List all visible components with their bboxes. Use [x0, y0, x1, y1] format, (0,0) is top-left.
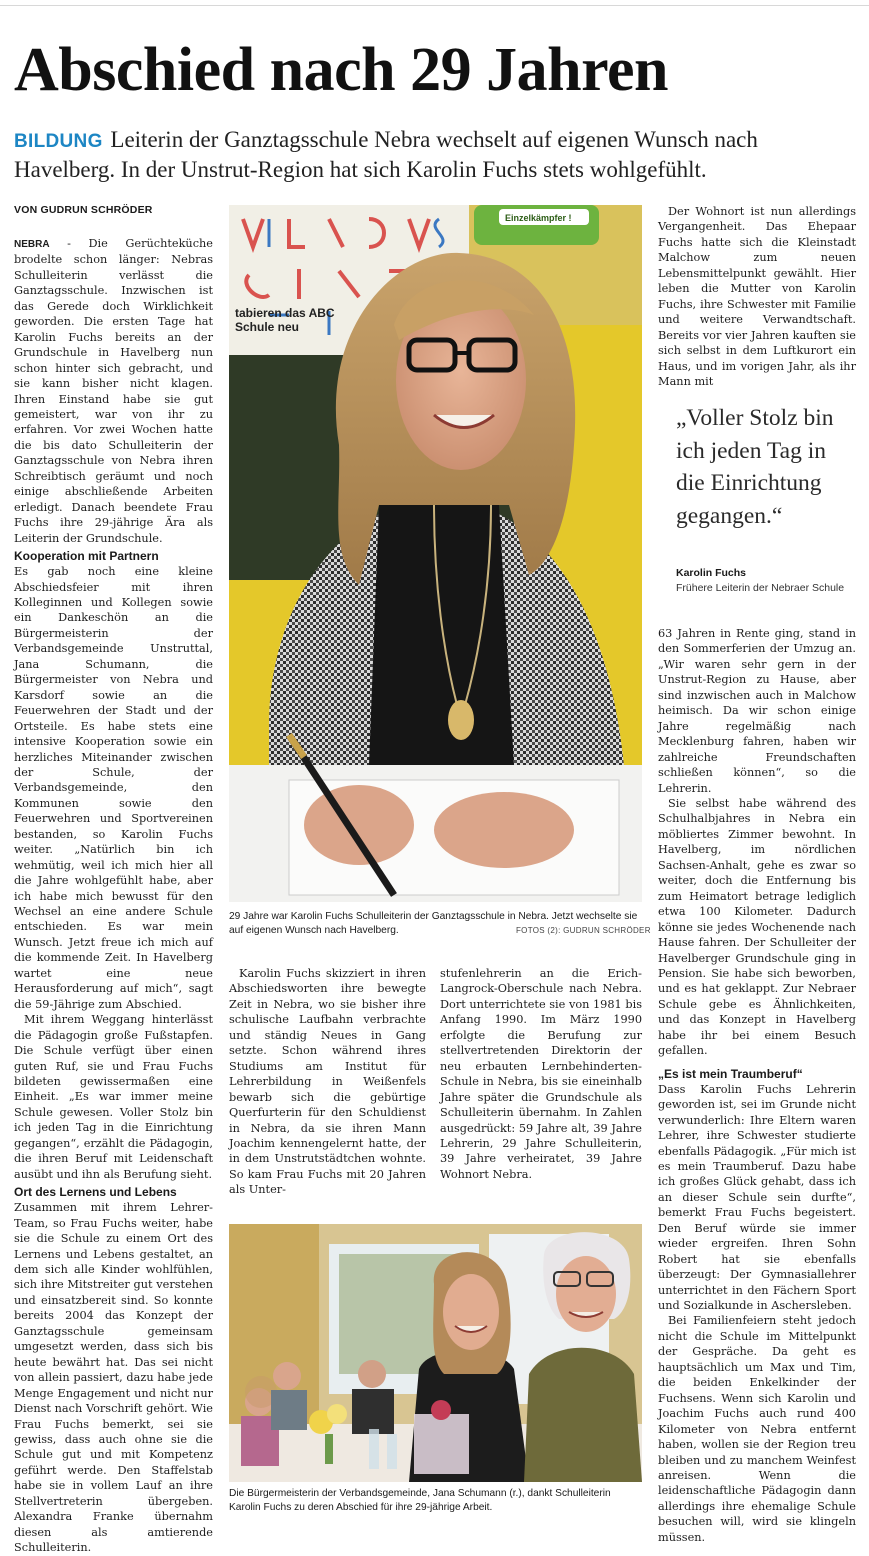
board-text-1: tabieren das ABC — [235, 306, 335, 320]
subheading-ort: Ort des Lernens und Lebens — [14, 1185, 177, 1200]
paragraph: Zusammen mit ihrem Lehrer-Team, so Frau Fuchs weiter, habe sie die Schule zu einem Ort des Lernens und Lebens gestaltet, an dem sich alle Kinder wohlfühlen, sich ihre Mitstreiter gut verstehen und einsatzbereit sind. So konnte bereits 2004 das Konzept der Ganztagsschule gemeinsam umgesetzt werden, dass sich bis heute bewährt hat. Das sei nicht von allein passiert, dazu habe jede Menge Engagement und nicht nur Dienst nach Vorschrift gehört. Wie Frau Fuchs bemerkt, sei sie gewiss, dass auch ohne sie die Schule gut und mit Kompetenz geführt werde. Den Staffelstab habe sie in vollem Lauf an ihre Stellvertreterin übergeben. Alexandra Franke übernahm diesen als amtierende Schulleiterin. — [14, 1201, 213, 1555]
column-3 — [440, 966, 642, 1182]
second-photo-caption: Die Bürgermeisterin der Verbandsgemeinde, Jana Schumann (r.), dankt Schulleiterin Karolin Fuchs zu deren Abschied für ihre 29-jährige Arbeit. — [229, 1488, 611, 1513]
dateline: NEBRA — [14, 239, 50, 250]
farewell-image — [229, 1224, 642, 1482]
pull-quote: „Voller Stolz bin ich jeden Tag in die Einrichtung gegangen.“ — [676, 405, 834, 529]
paragraph: NEBRA - Die Gerüchteküche brodelte schon länger: Nebras Schulleiterin verlässt die Ganztagsschule. Inzwischen ist das Gerede doch Wirklichkeit geworden. Die ersten Tage hat Karolin Fuchs bereits an der Grundschule in Havelberg nun schon hinter sich gebracht, und sie kann bisher nicht klagen. Ihren Einstand habe sie gut gemeistert, war von ihr zu erfahren. Vor zwei Wochen hatte die bis dato Schulleiterin der Ganztagsschule von Nebra ihren Schreibtisch geräumt und noch einige abschließende Arbeiten erledigt. Danach beendete Frau Fuchs ihre 29-jährige Ära als Leiterin der Grundschule. — [14, 237, 213, 545]
paragraph: Mit ihrem Weggang hinterlässt die Pädagogin große Fußstapfen. Die Schule verfügt über einen guten Ruf, sie und Frau Fuchs bildeten gewissermaßen eine Einheit. „Es war immer meine Schule gewesen. Voller Stolz bin ich jeden Tag in die Einrichtung gegangen“, erzählt die Pädagogin, die ihren Beruf mit Leidenschaft ausübt und ihn als Berufung sieht. — [14, 1013, 213, 1181]
paragraph: Es gab noch eine kleine Abschiedsfeier mit ihren Kolleginnen und Kollegen sowie ein Dankeschön an die Bürgermeisterin der Verbandsgemeinde Unstruttal, Jana Schumann, die Bürgermeister von Nebra und Karsdorf sowie an die Feuerwehren der Stadt und der Ortsteile. Es habe stets eine intensive Kooperation sowie ein herzliches Miteinander zwischen der Schule, der Verbandsgemeinde, den Kommunen sowie den Feuerwehren und Sportvereinen bestanden, so Karolin Fuchs weiter. „Natürlich bin ich wehmütig, weil ich mich hier all die Jahre wohlgefühlt habe, aber ich habe mich bewusst für den Wechsel an eine andere Schule entschieden. Es war mein Wunsch. Jetzt freue ich mich auf die kommende Zeit. In Havelberg wartet eine neue Herausforderung auf mich“, sagt die 59-Jährige zum Abschied. — [14, 565, 213, 1011]
paragraph: Sie selbst habe während des Schulhalbjahres in Nebra ein möbliertes Zimmer bewohnt. In Havelberg, im nördlichen Sachsen-Anhalt, gehe es zwar so weiter, doch die Entfernung bis zum Heimatort betrage lediglich etwa 100 Kilometer. Dadurch könne sie jedes Wochenende nach Hause fahren. Der Schulleiter der Havelberger Grundschule ging in Pension. Sie habe sich beworben, und es hat geklappt. Zur Nebraer Schule gebe es Ähnlichkeiten, und das Konzept in Havelberg habe ihr bei einem Besuch gefallen. — [658, 796, 856, 1058]
paragraph: Der Wohnort ist nun allerdings Vergangenheit. Das Ehepaar Fuchs hatte sich die Kleinstadt Malchow zum neuen Lebensmittelpunkt gewählt. Hier leben die Mutter von Karolin Fuchs, ihre Schwester mit Familie und weitere Verwandtschaft. Bereits vor vier Jahren kauften sie sich selbst in dem Luftkurort ein Haus, und im vorigen Jahr, als ihr Mann mit — [658, 205, 856, 388]
subheading-kooperation: Kooperation mit Partnern — [14, 549, 159, 564]
paragraph: Karolin Fuchs skizziert in ihren Abschiedsworten ihre bewegte Zeit in Nebra, wo sie bisher ihre schulische Laufbahn verbrachte und ständig Neues in Gang setzte. Schon während ihres Studiums am Institut für Lehrerbildung in Weißenfels bewarb sich die gebürtige Querfurterin für den Schuldienst in Nebra, da sie ihren Mann Joachim kennengelernt hatte, der in dem Unstrutstädtchen wohnte. So kam Frau Fuchs mit 20 Jahren als Unter- — [229, 967, 426, 1197]
kicker: BILDUNG — [14, 131, 103, 152]
main-photo — [229, 205, 642, 902]
subheadline-text: Leiterin der Ganztagsschule Nebra wechselt auf eigenen Wunsch nach Havelberg. In der Unstrut-Region hat sich Karolin Fuchs stets wohlgefühlt. — [14, 127, 758, 182]
paragraph: Bei Familienfeiern steht jedoch nicht die Schule im Mittelpunkt der Gespräche. Da geht es hauptsächlich um Max und Tim, die beiden Enkelkinder der Fuchsens. Wenn sich Karolin und Joachim Fuchs auch rund 400 Kilometer von Nebra entfernt haben, wollen sie der Region treu bleiben und zu manchem Weinfest anreisen. Wenn die leidenschaftliche Pädagogin dann allerdings ihre ehemalige Schule besuchen will, wird sie klingeln müssen. — [658, 1314, 856, 1544]
second-photo — [229, 1224, 642, 1482]
paragraph: Dass Karolin Fuchs Lehrerin geworden ist, sei im Grunde nicht verwunderlich: Ihre Eltern waren Lehrer, ihre Schwester studierte ebenfalls Pädagogik. „Für mich ist es mein Traumberuf. Dazu habe ich großes Glück gehabt, dass ich an dieser Schule sein durfte“, bemerkt Frau Fuchs begeistert. Den Beruf würde sie immer wieder ergreifen. Ihren Sohn Robert hat sie ebenfalls überzeugt: Der Gymnasiallehrer unterrichtet in den Fächern Sport und Sozialkunde in Aschersleben. — [658, 1082, 856, 1313]
subheadline — [14, 126, 834, 184]
pull-quote-role: Frühere Leiterin der Nebraer Schule — [676, 582, 845, 594]
main-photo-caption: 29 Jahre war Karolin Fuchs Schulleiterin der Ganztagsschule in Nebra. Jetzt wechselte sie auf eigenen Wunsch nach Havelberg. — [229, 911, 638, 936]
photo-credit: FOTOS (2): GUDRUN SCHRÖDER — [516, 926, 651, 935]
paragraph: stufenlehrerin an die Erich-Langrock-Oberschule nach Nebra. Dort unterrichtete sie von 1981 bis Anfang 1990. Im März 1990 erfolgte die Berufung zur stellvertretenden Direktorin der neu erbauten Lernbehinderten-Schule in Nebra, bis sie eineinhalb Jahre später die Grundschule als Schulleiterin übernahm. In Zahlen ausgedrückt: 59 Jahre alt, 39 Jahre Lehrerin, 29 Jahre Schulleiterin, 39 Jahre verheiratet, 39 Jahre Wohnort Nebra. — [440, 967, 642, 1181]
column-4-top — [658, 204, 856, 389]
column-1 — [14, 236, 213, 1556]
column-4-bottom — [658, 626, 856, 1545]
column-2 — [229, 966, 426, 1198]
headline: Abschied nach 29 Jahren — [14, 36, 668, 104]
portrait-image — [229, 205, 642, 902]
byline: VON GUDRUN SCHRÖDER — [14, 204, 153, 216]
paragraph: 63 Jahren in Rente ging, stand in den Sommerferien der Umzug an. „Wir waren sehr gern in der Unstrut-Region zu Hause, aber sind inzwischen auch in Malchow heimisch. Da wir schon einige Jahre regelmäßig nach Mecklenburg fahren, haben wir zahlreiche Freundschaften schließen können“, so die Lehrerin. — [658, 627, 856, 795]
subheading-traumberuf: „Es ist mein Traumberuf“ — [658, 1066, 803, 1081]
poster-text: Einzelkämpfer ! — [505, 213, 572, 223]
top-rule — [0, 0, 869, 6]
pull-quote-name: Karolin Fuchs — [676, 567, 747, 579]
board-text-2: Schule neu — [235, 320, 300, 334]
